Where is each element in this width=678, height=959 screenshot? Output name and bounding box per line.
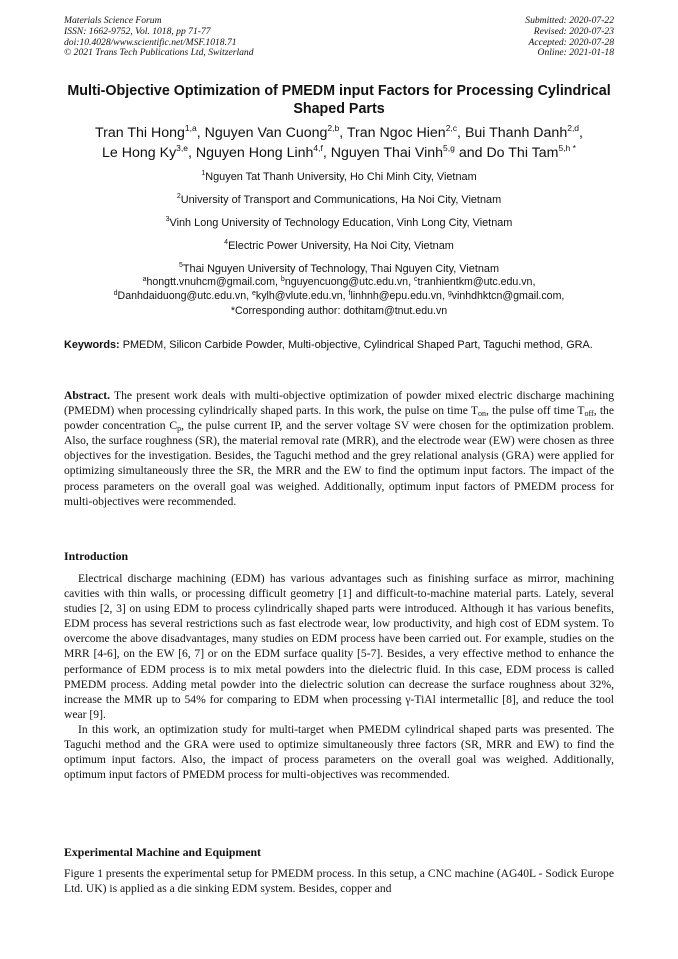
author: Do Thi Tam$^{5,h *}$ <box>486 142 576 161</box>
journal-name: Materials Science Forum <box>64 15 162 26</box>
paragraph: In this work, an optimization study for multi-target when PMEDM cylindrical shaped parts was presented. The Taguchi method and the GRA were used to optimize simultaneously three factors (SR, MRR and EW) to find the optimum input factors. Also, the impact of process parameters on the overall goal was weighed. Additionally, optimum input factors of PMEDM process for multi-objectives was recommended. <box>64 722 614 782</box>
introduction-body <box>64 571 614 782</box>
date-online: Online: 2021-01-18 <box>537 47 614 59</box>
corresponding-author: *Corresponding author: dothitam@tnut.edu.vn <box>230 304 448 317</box>
paper-title: Multi-Objective Optimization of PMEDM input Factors for Processing Cylindrical Shaped Parts <box>67 83 611 117</box>
email-list <box>56 275 622 318</box>
keywords-text: PMEDM, Silicon Carbide Powder, Multi-objective, Cylindrical Shaped Part, Taguchi method, GRA. <box>119 339 593 351</box>
publication-dates <box>525 16 614 59</box>
date-accepted: Accepted: 2020-07-28 <box>528 36 614 48</box>
author: Bui Thanh Danh$^{2,d}$, <box>464 123 583 141</box>
email-link[interactable]: linhnh@epu.edu.vn, <box>350 290 448 303</box>
section-heading-introduction: Introduction <box>64 549 129 563</box>
author: Tran Ngoc Hien$^{2,c}$, <box>346 123 465 141</box>
journal-issn: ISSN: 1662-9752, Vol. 1018, pp 71-77 <box>64 25 211 37</box>
affiliation: $^4$Electric Power University, Ha Noi City, Vietnam <box>224 239 454 252</box>
email-link[interactable]: hongtt.vnuhcm@gmail.com, <box>146 276 281 288</box>
author: Nguyen Van Cuong$^{2,b}$, <box>204 123 347 141</box>
email-link[interactable]: nguyencuong@utc.edu.vn, <box>284 276 414 288</box>
affiliation: $^1$Nguyen Tat Thanh University, Ho Chi Minh City, Vietnam <box>201 170 477 183</box>
author: Tran Thi Hong$^{1,a}$, <box>94 123 205 141</box>
affiliation: $^5$Thai Nguyen University of Technology, Thai Nguyen City, Vietnam <box>178 262 500 275</box>
affiliation: $^2$University of Transport and Communications, Ha Noi City, Vietnam <box>176 193 502 206</box>
email-link[interactable]: tranhientkm@utc.edu.vn, <box>417 276 536 288</box>
keywords-label: Keywords: <box>64 339 120 351</box>
journal-info <box>64 16 254 59</box>
journal-copyright: © 2021 Trans Tech Publications Ltd, Switzerland <box>64 47 254 59</box>
abstract-label: Abstract. <box>64 389 111 402</box>
email-link[interactable]: vinhdhktcn@gmail.com, <box>451 290 565 303</box>
author: Nguyen Thai Vinh$^{5,g}$ and <box>330 142 487 161</box>
author: Le Hong Ky$^{3,e}$, <box>102 142 196 161</box>
affiliation: $^3$Vinh Long University of Technology Education, Vinh Long City, Vietnam <box>165 216 513 229</box>
date-revised: Revised: 2020-07-23 <box>533 25 614 37</box>
email-line: $^a$hongtt.vnuhcm@gmail.com, $^b$nguyencuong@utc.edu.vn, $^c$tranhientkm@utc.edu.vn, <box>142 276 536 288</box>
email-link[interactable]: Danhdaiduong@utc.edu.vn, <box>117 290 252 303</box>
author: Nguyen Hong Linh$^{4,f}$, <box>195 142 331 161</box>
date-submitted: Submitted: 2020-07-22 <box>525 15 614 26</box>
keywords <box>64 338 614 354</box>
paragraph: Electrical discharge machining (EDM) has various advantages such as finishing surface as mirror, machining cavities with thin walls, or processing difficult geometry [1] and difficult-to-machine material parts. Lately, several studies [2, 3] on using EDM to process cylindrically shaped parts were introduced. Although it has various benefits, EDM process has several restrictions such as fast electrode wear, low productivity, and high cost of EDM system. To overcome the above disadvantages, many studies on EDM process have been carried out. For example, studies on the MRR [4-6], on the EW [6, 7] or on the EDM surface quality [5-7]. Besides, a very effective method to enhance the performance of EDM process is to mix metal powders into the dielectric fluid. In this case, EDM process is called PMEDM process. Adding metal powder into the dielectric solution can decrease the surface roughness about 32%, increase the MMR up to 54% for comparing to EDM when processing γ-TiAl intermetallic [8], and reduce the tool wear [9]. <box>64 572 614 721</box>
email-line: $^d$Danhdaiduong@utc.edu.vn, $^e$kylh@vlute.edu.vn, $^f$linhnh@epu.edu.vn, $^g$vinhdhktcn@gmail.com, <box>113 290 565 303</box>
affiliation-list <box>64 166 614 281</box>
email-link[interactable]: kylh@vlute.edu.vn, <box>255 290 349 303</box>
experimental-body <box>64 866 614 896</box>
abstract: Abstract. The present work deals with multi-objective optimization of powder mixed electric discharge machining (PMEDM) when processing cylindrically shaped parts. In this work, the pulse on time $T_{on}$, the pulse off time $T_{off}$, the powder concentration $C_p$, the pulse current IP, and the server voltage SV were chosen for the optimization problem. Also, the surface roughness (SR), the material removal rate (MRR), and the electrode wear (EW) were chosen as three objectives for the investigation. Besides, the Taguchi method and the grey relational analysis (GRA) were applied for optimizing simultaneously three the SR, the MRR and the EW to find the optimum input factors. The impact of the process parameters on the overall goal was weighed. Additionally, optimum input factors of PMEDM process for multi-objectives were recommended. <box>64 389 614 508</box>
paragraph: Figure 1 presents the experimental setup for PMEDM process. In this setup, a CNC machine (AG40L - Sodick Europe Ltd. UK) is applied as a die sinking EDM system. Besides, copper and <box>64 867 614 896</box>
author-list <box>50 124 628 163</box>
section-heading-experimental: Experimental Machine and Equipment <box>64 845 261 859</box>
journal-doi: doi:10.4028/www.scientific.net/MSF.1018.71 <box>64 36 237 48</box>
